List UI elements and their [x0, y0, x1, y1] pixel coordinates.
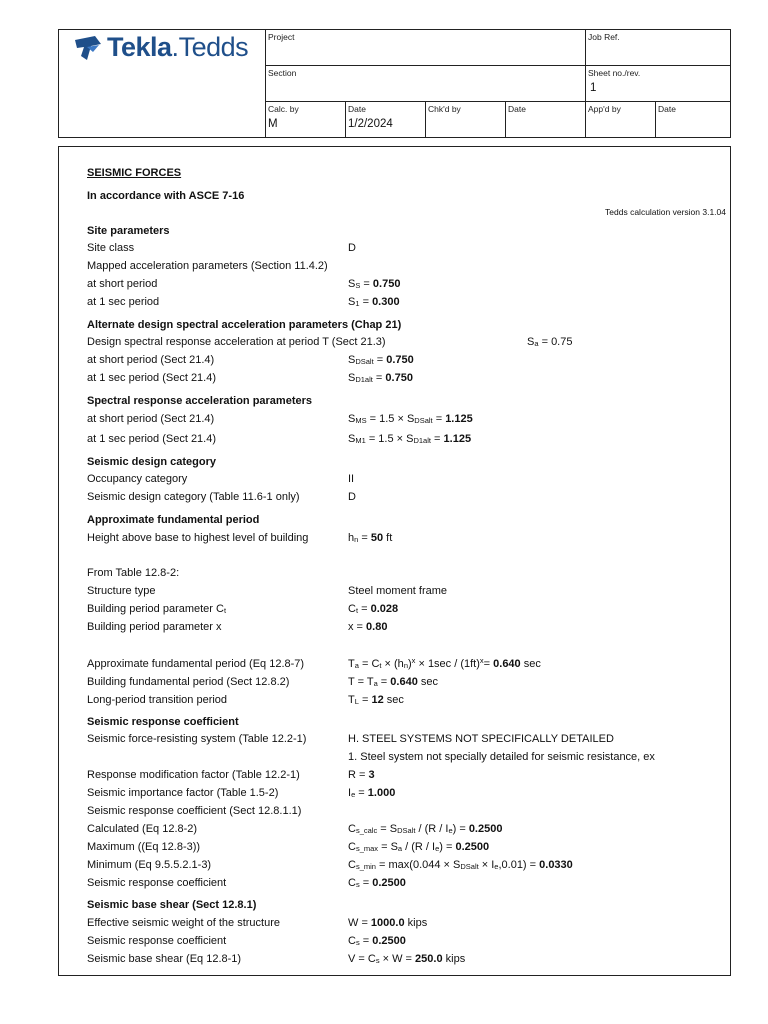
alt-design-label: Design spectral response acceleration at period T (Sect 21.3) [87, 336, 386, 348]
sd1alt-value: $S_{D1alt} = 0.750$ [348, 372, 413, 384]
date2-cell [506, 102, 585, 137]
cs-label: Seismic response coefficient [87, 877, 227, 889]
logo-cell [59, 30, 266, 137]
site-1sec-label: at 1 sec period [87, 296, 160, 308]
occ-value: II [348, 473, 355, 485]
alt-1sec-label: at 1 sec period (Sect 21.4) [87, 372, 217, 384]
w-value: W = 1000.0 kips [348, 917, 428, 929]
calcby-value: M [268, 118, 278, 130]
date-value: 1/2/2024 [348, 118, 393, 130]
site-short-label: at short period [87, 278, 158, 290]
struct-label: Structure type [87, 585, 156, 597]
r-label: Response modification factor (Table 12.2-1) [87, 769, 300, 781]
sdc-value: D [348, 491, 356, 503]
ie-label: Seismic importance factor (Table 1.5-2) [87, 787, 279, 799]
sheet-label: Sheet no./rev. [588, 68, 641, 78]
spec-short-label: at short period (Sect 21.4) [87, 413, 215, 425]
period-heading: Approximate fundamental period [87, 514, 260, 526]
alt-heading: Alternate design spectral acceleration parameters (Chap 21) [87, 319, 402, 331]
project-cell [266, 30, 585, 65]
calcby-label: Calc. by [268, 104, 299, 114]
tekla-tedds-logo [73, 32, 248, 63]
date3-label: Date [658, 104, 676, 114]
doc-subtitle: In accordance with ASCE 7-16 [87, 190, 245, 202]
tekla-logo-icon [73, 34, 103, 62]
jobref-label: Job Ref. [588, 32, 620, 42]
cs2-value: $C_s = 0.2500$ [348, 935, 406, 947]
s1-value: $S_1 = 0.300$ [348, 296, 400, 308]
cs-calc-value: $C_{s\_calc} = S_{DSalt} / (R / I_e) = 0.2500$ [348, 823, 503, 835]
cs2-label: Seismic response coefficient [87, 935, 227, 947]
version-text: Tedds calculation version 3.1.04 [605, 207, 726, 217]
date3-cell [656, 102, 731, 137]
max-label: Maximum ((Eq 12.8-3)) [87, 841, 201, 853]
ie-value: $I_e = 1.000$ [348, 787, 396, 799]
hn-value: $h_n = 50$ ft [348, 532, 393, 544]
cs-value: $C_s = 0.2500$ [348, 877, 406, 889]
calc-body [58, 146, 731, 976]
tl-value: $T_L = 12$ sec [348, 694, 404, 706]
date-cell [346, 102, 425, 137]
sys-label: Seismic force-resisting system (Table 12.2-1) [87, 733, 307, 745]
section-cell [266, 66, 585, 101]
section-label: Section [268, 68, 297, 78]
w-label: Effective seismic weight of the structure [87, 917, 280, 929]
t-value: $T = T_a = 0.640$ sec [348, 676, 439, 688]
sys-value-1: H. STEEL SYSTEMS NOT SPECIFICALLY DETAILED [348, 733, 614, 745]
sys-value-2: 1. Steel system not specially detailed for seismic resistance, ex [348, 751, 655, 763]
src-label: Seismic response coefficient (Sect 12.8.1.1) [87, 805, 302, 817]
cs-min-value: $C_{s\_min} = \max(0.044 \times S_{DSalt} \times I_e,0.01) = 0.0330$ [348, 859, 573, 871]
sms-value: $S_{MS} = 1.5 \times S_{DSalt} = 1.125$ [348, 413, 473, 425]
sm1-value: $S_{M1} = 1.5 \times S_{D1alt} = 1.125$ [348, 433, 472, 445]
site-class-label: Site class [87, 242, 135, 254]
long-label: Long-period transition period [87, 694, 228, 706]
shear-heading: Seismic base shear (Sect 12.8.1) [87, 899, 257, 911]
x-label: Building period parameter x [87, 621, 222, 633]
appby-label: App'd by [588, 104, 621, 114]
chkby-cell [426, 102, 505, 137]
site-class-value: D [348, 242, 356, 254]
chkby-label: Chk'd by [428, 104, 461, 114]
table-label: From Table 12.8-2: [87, 567, 180, 579]
ct-label: Building period parameter $C_t$ [87, 603, 227, 615]
sheet-value: 1 [590, 82, 597, 94]
header-block [58, 29, 731, 138]
logo-text: Tekla.Tedds [107, 32, 249, 62]
sdc-label: Seismic design category (Table 11.6-1 only) [87, 491, 300, 503]
struct-value: Steel moment frame [348, 585, 448, 597]
calc-label: Calculated (Eq 12.8-2) [87, 823, 198, 835]
site-heading: Site parameters [87, 225, 170, 237]
date-label: Date [348, 104, 366, 114]
min-label: Minimum (Eq 9.5.5.2.1-3) [87, 859, 212, 871]
coef-heading: Seismic response coefficient [87, 716, 239, 728]
x-value: x = 0.80 [348, 621, 388, 633]
doc-title: SEISMIC FORCES [87, 167, 182, 179]
sheet-cell [586, 66, 731, 101]
ct-value: $C_t = 0.028$ [348, 603, 399, 615]
build-label: Building fundamental period (Sect 12.8.2) [87, 676, 290, 688]
occ-label: Occupancy category [87, 473, 188, 485]
r-value: R = 3 [348, 769, 375, 781]
spectral-heading: Spectral response acceleration parameters [87, 395, 313, 407]
mapped-label: Mapped acceleration parameters (Section 11.4.2) [87, 260, 328, 272]
ta-value: $T_a = C_t \times (h_n)^x \times 1\sec / (1ft)^x= 0.640$ sec [348, 656, 541, 670]
approx-label: Approximate fundamental period (Eq 12.8-7) [87, 658, 305, 670]
sa-value: $S_a = 0.75$ [527, 336, 573, 348]
project-label: Project [268, 32, 295, 42]
height-label: Height above base to highest level of building [87, 532, 309, 544]
calcby-cell [266, 102, 345, 137]
jobref-cell [586, 30, 731, 65]
v-label: Seismic base shear (Eq 12.8-1) [87, 953, 242, 965]
sdsalt-value: $S_{DSalt} = 0.750$ [348, 354, 414, 366]
alt-short-label: at short period (Sect 21.4) [87, 354, 215, 366]
spec-1sec-label: at 1 sec period (Sect 21.4) [87, 433, 217, 445]
ss-value: $S_S = 0.750$ [348, 278, 401, 290]
appby-cell [586, 102, 655, 137]
cs-max-value: $C_{s\_max} = S_a / (R / I_e) = 0.2500$ [348, 841, 490, 853]
v-value: $V = C_s \times W = 250.0$ kips [348, 953, 466, 965]
sdc-heading: Seismic design category [87, 456, 216, 468]
date2-label: Date [508, 104, 526, 114]
